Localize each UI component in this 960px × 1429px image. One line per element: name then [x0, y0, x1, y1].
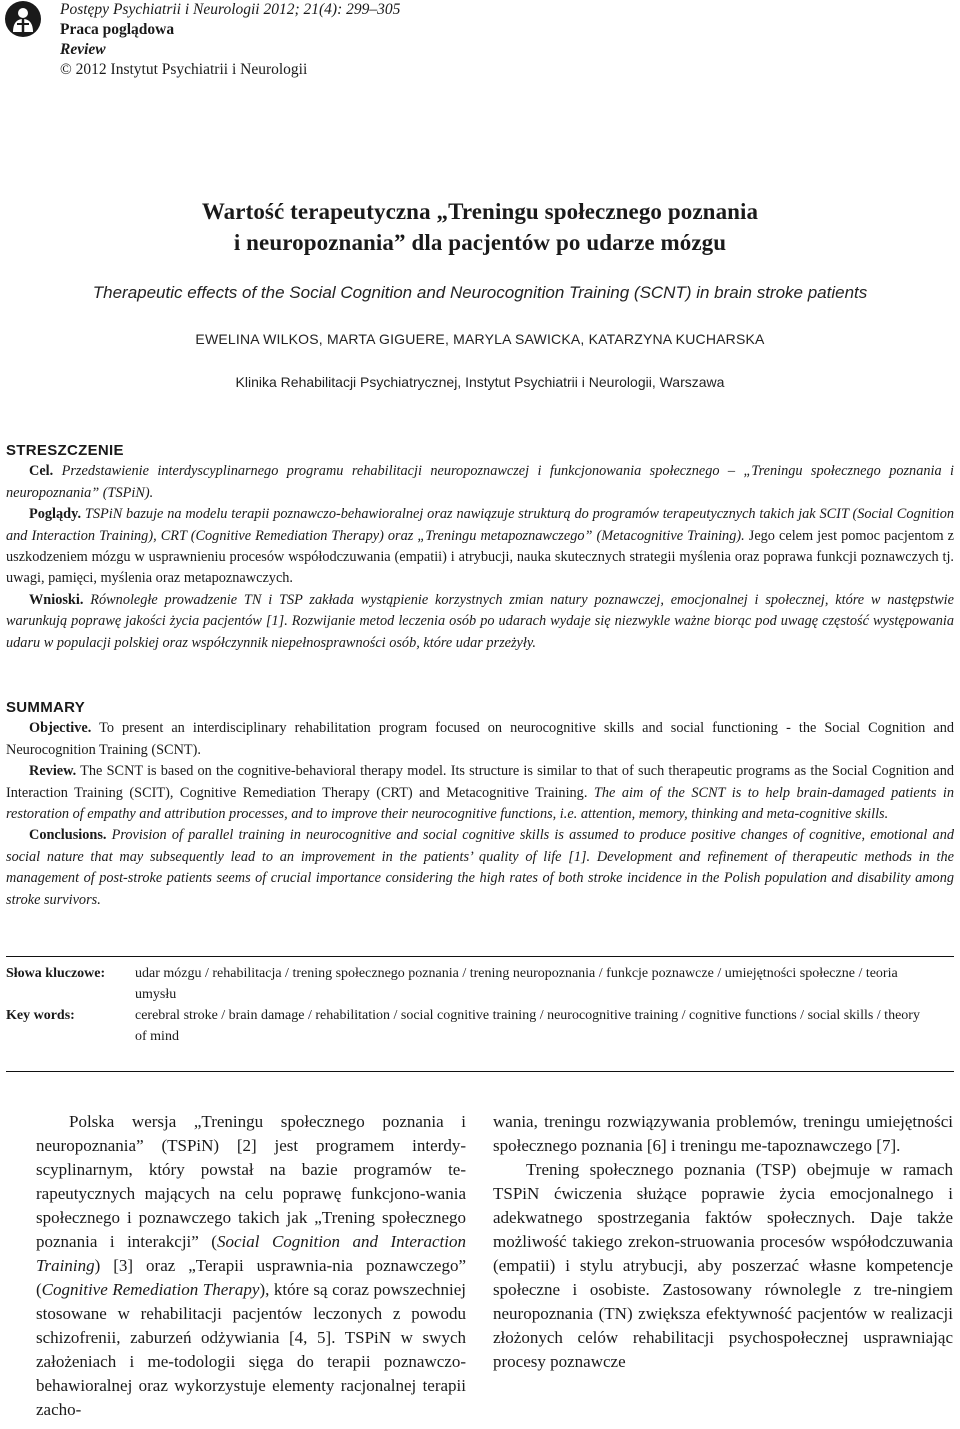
body-column-right [493, 1110, 953, 1374]
poglady-text-2: Jego celem jest pomoc pacjentom z uszkodzeniem mózgu w usprawnieniu procesów współodczuwania (empatii) i atrybucji, nauka skutecznych strategii myślenia oraz poprawa funkcji poznawczych tj. uwagi, pamięci, myślenia oraz metapoznawczych. [6, 527, 954, 587]
wnioski-text-2: Rozwijanie metod leczenia osób po udarach wydaje się niezwykle ważne biorąc pod uwagę częstość występowania udaru w populacji polskiej oraz współczynnik niepełnosprawności osób, które udar przeżyły. [6, 613, 954, 651]
abstract-pl-heading: STRESZCZENIE [6, 442, 124, 459]
body-italic-scit: Social Cognition and Interaction Training [36, 1232, 466, 1275]
body-text: Polska wersja „Treningu społecznego poznania i neuropoznania” (TSPiN) [2] jest programem interdy-scyplinarnym, który powstał na bazie programów te-rapeutycznych mających na celu poprawę funkcjono-wania społecznego i poznawczego takich jak „Trening społecznego poznania i interakcji” ( [36, 1112, 466, 1251]
keywords-divider-top [6, 956, 954, 957]
review-text: The SCNT is based on the cognitive-behavioral therapy model. Its structure is similar to that of such therapeutic programs as the Social Cognition and Interaction Training (SCIT), Cognitive Remediation Therapy (CRT) and Metacognitive Training. [6, 763, 954, 801]
abstract-pl [6, 440, 954, 654]
poglady-text: TSPiN bazuje na modelu terapii poznawczo-behawioralnej oraz nawiązuje strukturą do programów terapeutycznych takich jak SCIT (Social Cognition and Interaction Training), CRT (Cognitive Remediation Therapy) oraz „Treningu metapoznawczego” (Metacognitive Training). [6, 506, 954, 544]
abstract-pl-wnioski [6, 590, 954, 654]
abstract-en [6, 697, 954, 911]
objective-text: To present an interdisciplinary rehabilitation program focused on neurocognitive skills and social functioning - the Social Cognition and Neurocognition Training (SCNT). [6, 720, 954, 758]
journal-citation: Postępy Psychiatrii i Neurologii 2012; 21(4): 299–305 [60, 1, 401, 18]
paper-type-pl: Praca poglądowa [60, 21, 175, 38]
paper-type-en: Review [60, 41, 106, 58]
body-paragraph: Trening społecznego poznania (TSP) obejmuje w ramach TSPiN ćwiczenia służące poprawie życia emocjonalnego i adekwatnego spostrzegania faktów społecznych. Daje także możliwość takiego zrekon-struowania procesów współodczuwania (empatii) i stylu atrybucji, aby poszerzać własne kompetencje społeczne i osobiste. Zastosowany równolegle z tre-ningiem neuropoznania (TN) zwiększa efektywność pacjentów w realizacji złożonych celów rehabilitacji psychospołecznej usprawniając procesy poznawcze [493, 1160, 953, 1371]
abstract-en-conclusions [6, 825, 954, 911]
title-pl [0, 196, 960, 258]
body-italic-crt: Cognitive Remediation Therapy [41, 1280, 260, 1299]
body-paragraph: wania, treningu rozwiązywania problemów, treningu umiejętności społecznego poznania [6] i treningu me-tapoznawczego [7]. [493, 1112, 953, 1155]
objective-label: Objective. [29, 720, 92, 737]
conclusions-text: Provision of parallel training in neurocognitive and social cognitive skills is assumed to produce positive changes of cognitive, emotional and social nature that may subsequently lead to an improvement in the patients’ quality of life [1]. [6, 827, 954, 865]
title-pl-line-2: i neuropoznania” dla pacjentów po udarze mózgu [233, 230, 727, 255]
conclusions-text-2: Development and refinement of therapeutic methods in the management of post-stroke patients seems of crucial importance considering the high rates of both stroke incidence in the Polish population and disability among stroke survivors. [6, 848, 954, 908]
abstract-pl-cel [6, 461, 954, 504]
body-paragraph [36, 1110, 466, 1422]
copyright: © 2012 Instytut Psychiatrii i Neurologii [60, 61, 308, 78]
abstract-en-objective [6, 718, 954, 761]
abstract-en-review [6, 761, 954, 825]
journal-header [60, 0, 400, 80]
cel-label: Cel. [29, 463, 54, 480]
poglady-label: Poglądy. [29, 506, 82, 523]
body-column-left [36, 1110, 466, 1422]
abstract-pl-poglady [6, 504, 954, 590]
keywords-en-label: Key words: [6, 1008, 75, 1023]
keywords-en-value: cerebral stroke / brain damage / rehabilitation / social cognitive training / neurocognitive training / cognitive functions / social skills / theory of mind [135, 1008, 920, 1044]
publisher-logo-icon [4, 0, 42, 38]
keywords-pl-value: udar mózgu / rehabilitacja / trening społecznego poznania / trening neuropoznania / funkcje poznawcze / umiejętności społeczne / teoria umysłu [135, 966, 898, 1002]
keywords-pl-label: Słowa kluczowe: [6, 966, 106, 981]
keywords-divider-bottom [6, 1071, 954, 1072]
body-text: ), które są coraz powszechniej stosowane w rehabilitacji pacjentów leczonych z powodu schizofrenii, zaburzeń odżywiania [4, 5]. TSPiN w swych założeniach i me-todologii sięga do terapii poznawczo-behawioralnej oraz wykorzystuje elementy racjonalnej terapii zacho- [36, 1280, 466, 1419]
wnioski-text: Równoległe prowadzenie TN i TSP zakłada wystąpienie korzystnych zmian natury poznawczej, emocjonalnej i społecznej, które w następstwie warunkują poprawę jakości życia pacjentów [1]. [6, 591, 954, 630]
wnioski-label: Wnioski. [29, 591, 84, 608]
review-label: Review. [29, 763, 77, 780]
abstract-en-heading: SUMMARY [6, 699, 86, 716]
title-pl-line-1: Wartość terapeutyczna „Treningu społecznego poznania [201, 199, 759, 224]
authors: EWELINA WILKOS, MARTA GIGUERE, MARYLA SAWICKA, KATARZYNA KUCHARSKA [195, 331, 765, 347]
title-en: Therapeutic effects of the Social Cognition and Neurocognition Training (SCNT) in brain stroke patients [92, 283, 868, 302]
body-text: ) [3] oraz „Terapii usprawnia-nia poznawczego” ( [36, 1256, 466, 1299]
affiliation: Klinika Rehabilitacji Psychiatrycznej, Instytut Psychiatrii i Neurologii, Warszawa [235, 374, 725, 390]
conclusions-label: Conclusions. [29, 827, 107, 844]
review-text-2: The aim of the SCNT is to help brain-damaged patients in restoration of empathy and attribution processes, and to improve their neurocognitive functions, i.e. attention, memory, thinking and meta-cognitive skills. [6, 784, 955, 823]
cel-text: Przedstawienie interdyscyplinarnego programu rehabilitacji neuropoznawczej i funkcjonowania społecznego – „Treningu społecznego poznania i neuropoznania” (TSPiN). [6, 463, 954, 501]
